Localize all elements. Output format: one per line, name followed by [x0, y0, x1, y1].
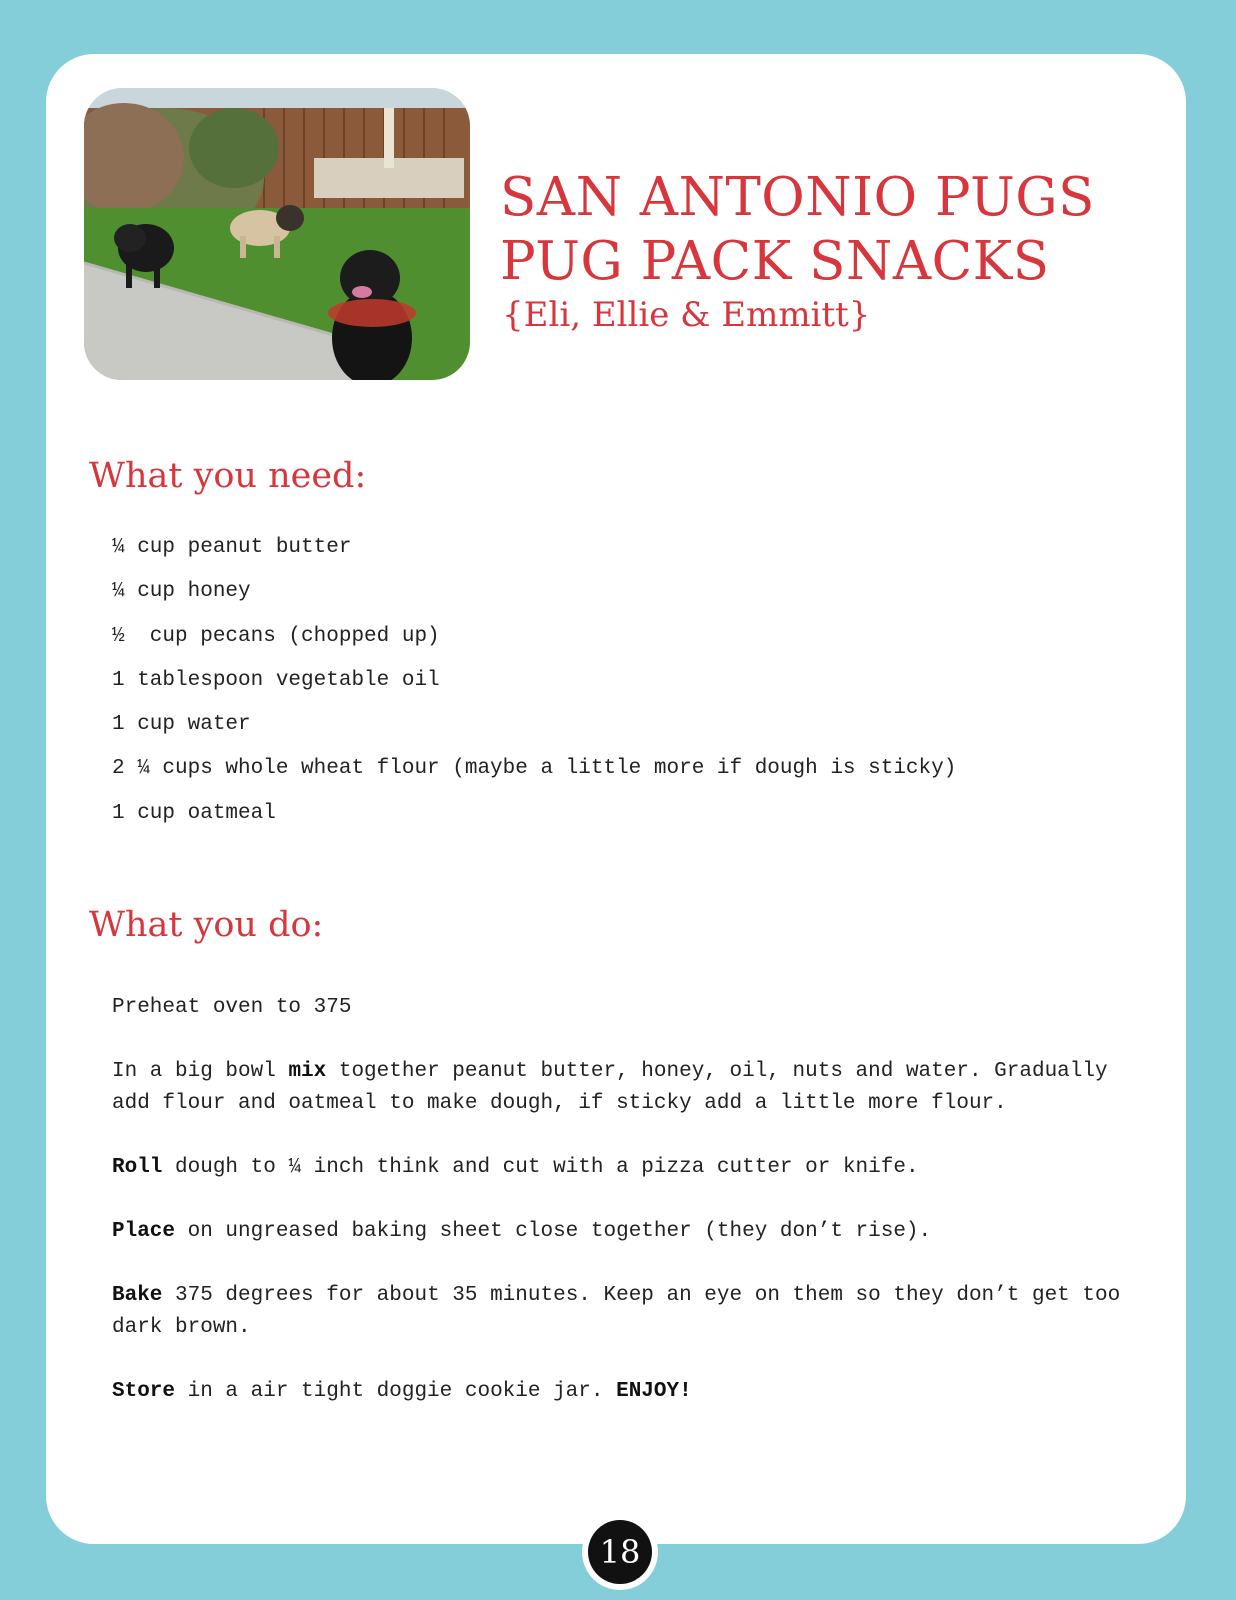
recipe-title — [500, 166, 1095, 294]
instructions — [112, 992, 1132, 1440]
recipe-card — [46, 54, 1186, 1544]
ingredient-item: ¼ cup peanut butter — [112, 536, 352, 559]
step-mix-text: together peanut butter, honey, oil, nuts and water. Gradually add flour and oatmeal to make dough, if sticky add a little more flour. — [112, 1060, 1108, 1115]
ingredient-item: 2 ¼ cups whole wheat flour (maybe a little more if dough is sticky) — [112, 757, 957, 781]
step-bake-text: 375 degrees for about 35 minutes. Keep an eye on them so they don’t get too dark brown. — [112, 1284, 1121, 1339]
instructions-heading: What you do: — [89, 905, 324, 945]
step-place-text: on ungreased baking sheet close together (they don’t rise). — [175, 1220, 932, 1243]
step-store-keyword: Store — [112, 1380, 176, 1403]
ingredients-heading: What you need: — [89, 456, 367, 496]
step-roll — [112, 1152, 1132, 1184]
step-mix-keyword: mix — [288, 1060, 327, 1083]
step-preheat-text: Preheat oven to 375 — [112, 996, 352, 1019]
step-place — [112, 1216, 1132, 1248]
step-bake — [112, 1280, 1132, 1344]
step-roll-keyword: Roll — [112, 1156, 163, 1179]
step-store-text: in a air tight doggie cookie jar. — [175, 1380, 617, 1403]
step-store — [112, 1376, 1132, 1408]
step-bake-keyword: Bake — [112, 1284, 163, 1307]
title-line-1: SAN ANTONIO PUGS — [500, 167, 1095, 228]
ingredients-list — [112, 526, 956, 836]
recipe-subtitle: {Eli, Ellie & Emmitt} — [502, 295, 871, 335]
photo-of-pugs-icon — [84, 88, 470, 380]
step-mix-pre: In a big bowl — [112, 1060, 289, 1083]
ingredient-item: ¼ cup honey — [112, 580, 251, 604]
ingredient-item: 1 tablespoon vegetable oil — [112, 668, 440, 692]
step-store-enjoy: ENJOY! — [616, 1380, 692, 1403]
step-roll-text: dough to ¼ inch think and cut with a pizza cutter or knife. — [162, 1156, 919, 1179]
step-mix — [112, 1056, 1132, 1120]
page-number: 18 — [588, 1520, 652, 1584]
page-number-badge — [582, 1514, 658, 1590]
ingredient-item: 1 cup oatmeal — [112, 801, 276, 825]
step-place-keyword: Place — [112, 1220, 176, 1243]
pugs-photo — [84, 88, 470, 380]
ingredient-item: 1 cup water — [112, 713, 251, 737]
title-line-2: PUG PACK SNACKS — [500, 231, 1050, 292]
step-preheat — [112, 992, 1132, 1024]
ingredient-item: ½ cup pecans (chopped up) — [112, 624, 440, 648]
